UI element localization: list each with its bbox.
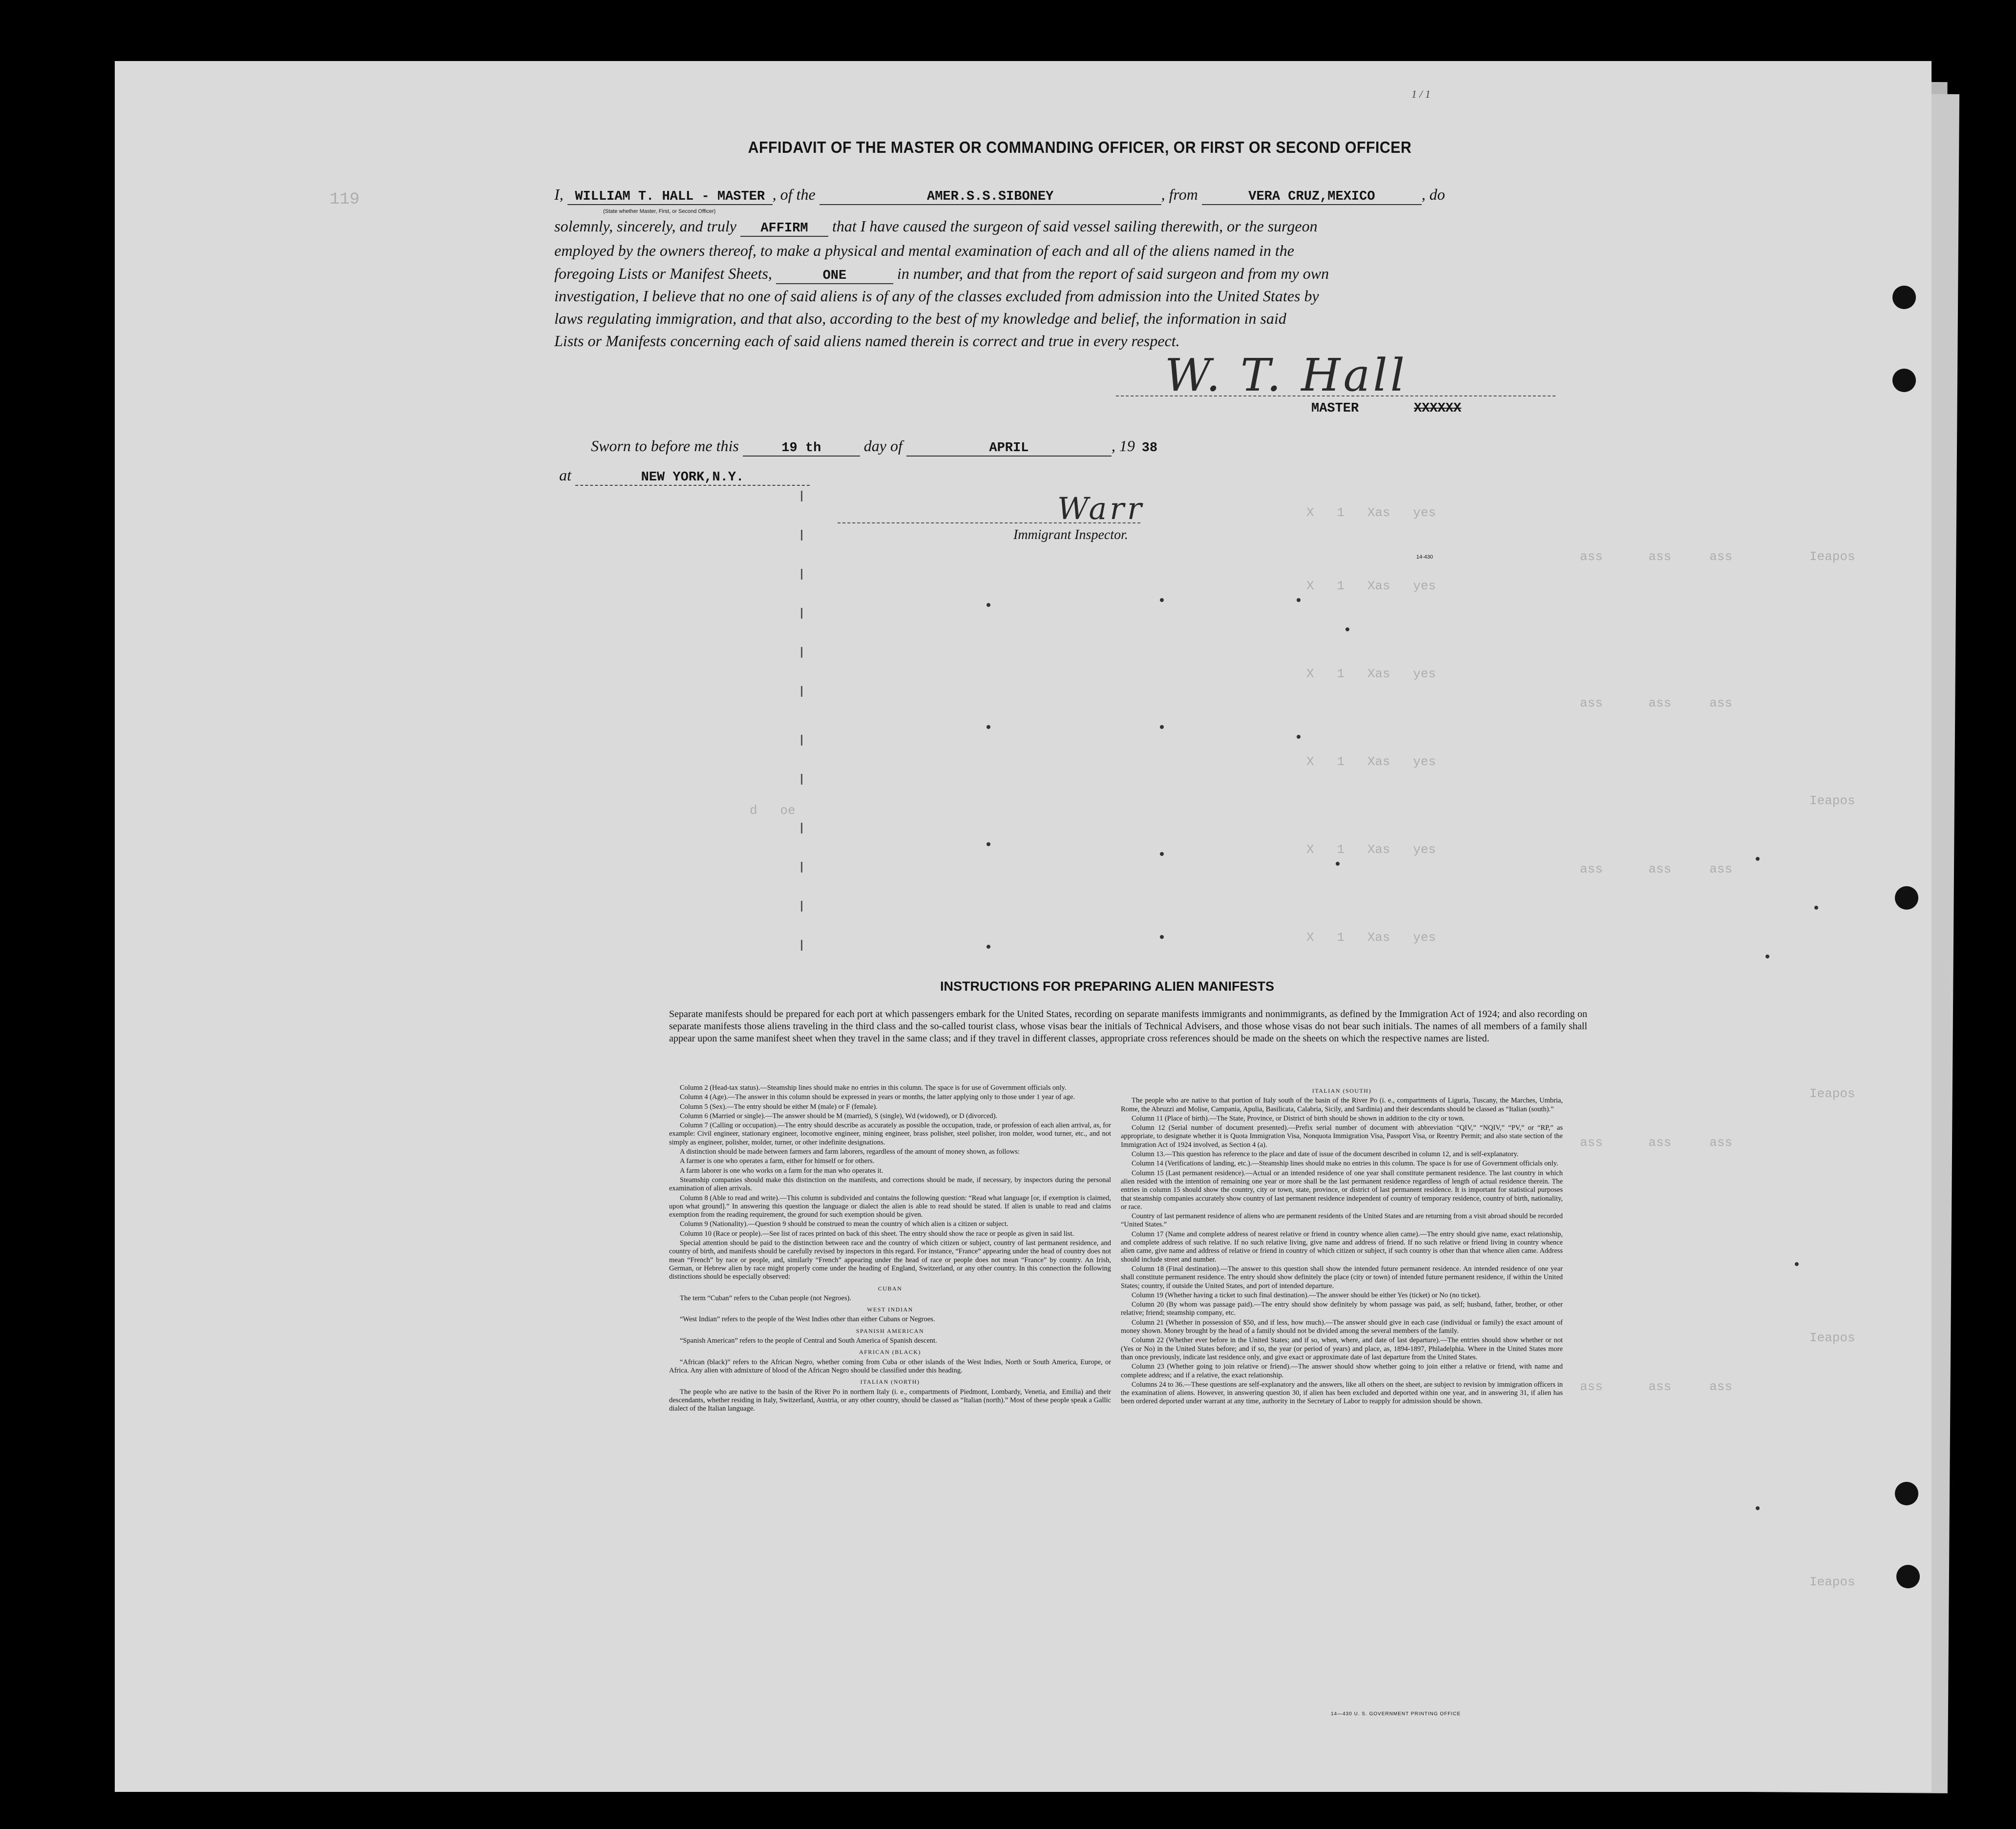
ink-dot bbox=[1765, 955, 1769, 958]
instructions-intro: Separate manifests should be prepared for each port at which passengers embark for the United States, recording on separate manifests immigrants and nonimmigrants, as defined by the Immigration Act of 1924; and also recording on separate manifests those aliens traveling in the third class and the so-called tourist class, whose visas bear the initials of Technical Advisers, and those whose visas do not bear such initials. The names of all members of a family shall appear upon the same manifest sheet when they travel in the same class; and if they travel in different classes, appropriate cross references should be made on the sheets on which the respective names are listed. bbox=[669, 1009, 1587, 1044]
instruction-paragraph: The people who are native to that portion of Italy south of the basin of the River Po (i. e., compartments of Liguria, Tuscany, the Marches, Umbria, Rome, the Abruzzi and Molise, Campania, Apulia, Basilicata, Calabria, Sicily, and Sardinia) and their descendants should be classed as “Italian (south).” bbox=[1121, 1097, 1563, 1113]
instruction-paragraph: Column 5 (Sex).—The entry should be either M (male) or F (female). bbox=[680, 1102, 878, 1111]
form-number: 14-430 bbox=[1416, 554, 1433, 560]
sworn-year-field: 38 bbox=[1141, 441, 1158, 456]
officer-name-field: WILLIAM T. HALL - MASTER bbox=[567, 189, 773, 205]
affidavit-line-6: laws regulating immigration, and that also, according to the best of my knowledge and belief, the information in said bbox=[554, 310, 1286, 327]
bleed-through: Ieapos bbox=[1809, 1575, 1855, 1589]
instruction-paragraph: Column 15 (Last permanent residence).—Actual or an intended residence of one year shall constitute permanent residence. The last country in which alien resided with the intention of remaining one year or more shall be the last permanent residence regardless of length of actual residence therein. The entries in column 15 should show the country, city or town, state, province, or district of last permanent residence. It is important for statistical purposes that steamship companies accurately show country of last permanent residence independent of country of temporary residence, country of birth, nationality, or race. bbox=[1121, 1169, 1563, 1211]
ditto-mark bbox=[801, 862, 802, 873]
instruction-paragraph: Column 7 (Calling or occupation).—The entry should describe as accurately as possible the occupation, trade, or profession of each alien arrival, as, for example: Civil engineer, stationary engineer, locomotive engineer, mining engineer, brass polisher, steel polisher, iron molder, wood turner, etc., and not simply as engineer, polisher, molder, turner, or other indefinite designations. bbox=[669, 1122, 1111, 1146]
instruction-paragraph: Column 20 (By whom was passage paid).—The entry should show definitely by whom passage was paid, as self; husband, father, brother, or other relative; friend; steamship company, etc. bbox=[1121, 1301, 1563, 1317]
definition-text: The term “Cuban” refers to the Cuban people (not Negroes). bbox=[680, 1294, 852, 1302]
instruction-paragraph: Column 17 (Name and complete address of nearest relative or friend in country whence alien came).—The entry should give name, exact relationship, and complete address of such relative. If no such relative living, give name and address of friend. If no such relative or friend living in country whence alien came, give name and address of relative or friend in country of which citizen or subject, if such country is other than that whence alien came. Address should include street and number. bbox=[1121, 1230, 1563, 1264]
oath-type-field: AFFIRM bbox=[740, 221, 828, 237]
instruction-paragraph: Column 4 (Age).—The answer in this column should be expressed in years or months, the latter applying only to those under 1 year of age. bbox=[680, 1093, 1075, 1102]
instructions-left-column bbox=[669, 1084, 1111, 1414]
affidavit-title: AFFIDAVIT OF THE MASTER OR COMMANDING OFFICER, OR FIRST OR SECOND OFFICER bbox=[748, 138, 1412, 156]
bleed-through: ass ass ass bbox=[1580, 1379, 1733, 1394]
sheet-count-field: ONE bbox=[776, 269, 893, 284]
affidavit-line-4: foregoing Lists or Manifest Sheets, ONE in number, and that from the report of said surgeon and from my own bbox=[554, 265, 1329, 283]
ditto-mark bbox=[801, 608, 802, 619]
instruction-paragraph: Column 19 (Whether having a ticket to such final destination).—The answer should be either Yes (ticket) or No (no ticket). bbox=[1132, 1291, 1481, 1299]
instruction-paragraph: A farm laborer is one who works on a farm for the man who operates it. bbox=[680, 1166, 883, 1175]
bleed-through: Ieapos bbox=[1809, 1330, 1855, 1345]
bleed-through: X 1 Xas yes bbox=[1306, 666, 1436, 681]
affidavit-line-7: Lists or Manifests concerning each of said aliens named therein is correct and true in every respect. bbox=[554, 332, 1180, 350]
instructions-footer: 14—430 U. S. GOVERNMENT PRINTING OFFICE bbox=[1331, 1711, 1461, 1717]
instruction-paragraph: Column 23 (Whether going to join relative or friend).—The answer should show whether going to join either a relative or friend, with name and complete address; and if a relative, the exact relationship. bbox=[1121, 1363, 1563, 1379]
ink-dot bbox=[1795, 1262, 1799, 1266]
instruction-paragraph: Column 11 (Place of birth).—The State, Province, or District of birth should be shown in addition to the city or town. bbox=[1132, 1114, 1465, 1122]
instructions-right-column bbox=[1121, 1084, 1563, 1407]
ink-dot bbox=[987, 725, 990, 729]
definition-heading: ITALIAN (NORTH) bbox=[860, 1378, 920, 1386]
ink-dot bbox=[987, 842, 990, 846]
instruction-paragraph: Column 2 (Head-tax status).—Steamship lines should make no entries in this column. The space is for use of Government officials only. bbox=[680, 1084, 1067, 1092]
sworn-day-field: 19 th bbox=[743, 441, 860, 457]
sworn-place-line: at NEW YORK,N.Y. bbox=[559, 466, 810, 486]
bleed-through: Ieapos bbox=[1809, 1086, 1855, 1101]
officer-rank-note: (State whether Master, First, or Second Officer) bbox=[603, 208, 716, 214]
stray-mark: 1 / 1 bbox=[1411, 88, 1431, 100]
instruction-paragraph: Column 21 (Whether in possession of $50, and if less, how much).—The answer should give in each case (individual or family) the exact amount of money shown. Money brought by the head of a family should not be divided among the several members of the family. bbox=[1121, 1318, 1563, 1335]
sworn-month-field: APRIL bbox=[906, 441, 1112, 457]
inspector-signature: Warr bbox=[1057, 491, 1145, 526]
instruction-paragraph: Column 18 (Final destination).—The answer to this question shall show the intended future permanent residence. An intended residence of one year shall constitute permanent residence. The entry should show definitely the place (city or town) of intended future permanent residence, if within the United States; country, if outside the United States, and port of intended departure. bbox=[1121, 1265, 1563, 1290]
page-mark: 119 bbox=[330, 190, 360, 209]
ditto-mark bbox=[801, 686, 802, 697]
definition-text: “African (black)” refers to the African Negro, whether coming from Cuba or other islands of the West Indies, North or South America, Europe, or Africa. Any alien with admixture of blood of the African Negro should be classified under this heading. bbox=[669, 1358, 1111, 1374]
instruction-paragraph: Column 13.—This question has reference to the place and date of issue of the document described in column 12, and is self-explanatory. bbox=[1132, 1150, 1519, 1159]
definition-text: “West Indian” refers to the people of the West Indies other than either Cubans or Negroes. bbox=[680, 1315, 935, 1324]
binder-hole bbox=[1896, 1565, 1920, 1588]
affidavit-line-5: investigation, I believe that no one of said aliens is of any of the classes excluded from admission into the United States by bbox=[554, 287, 1319, 305]
instruction-paragraph: Column 12 (Serial number of document presented).—Prefix serial number of document with abbreviation “QIV,” “NQIV,” “PV,” or “RP,” as appropriate, to designate whether it is Quota Immigration Visa, Nonquota Immigration Visa, Passport Visa, or Reentry Permit; and also state section of the Immigration Act of 1924 involved, as Section 4 (a). bbox=[1121, 1124, 1563, 1149]
bleed-through: ass ass ass bbox=[1580, 696, 1733, 710]
departure-port-field: VERA CRUZ,MEXICO bbox=[1202, 189, 1422, 205]
ditto-mark bbox=[801, 647, 802, 658]
rank-label: MASTER bbox=[1311, 401, 1359, 416]
definition-heading: WEST INDIAN bbox=[867, 1306, 913, 1313]
ink-dot bbox=[1160, 935, 1164, 939]
instruction-paragraph: Special attention should be paid to the distinction between race and the country of which citizen or subject, country of last permanent residence, and country of birth, and manifests should be carefully revised by inspectors in this regard. For instance, “France” appearing under the head of country does not mean “French” by race or people, and, similarly “French” appearing under the head of race or people does not mean “France” by country. An Irish, German, or Hebrew alien by race might properly come under the heading of England, Switzerland, or any other country. In this connection the following distinctions should be especially observed: bbox=[669, 1239, 1111, 1281]
ink-dot bbox=[1160, 725, 1164, 729]
definition-text: “Spanish American” refers to the people of Central and South America of Spanish descent. bbox=[680, 1337, 937, 1345]
bleed-through: ass ass ass bbox=[1580, 862, 1733, 876]
bleed-through: X 1 Xas yes bbox=[1306, 579, 1436, 593]
affidavit-line-3: employed by the owners thereof, to make a physical and mental examination of each and all of the aliens named in the bbox=[554, 242, 1294, 259]
definition-heading: SPANISH AMERICAN bbox=[856, 1327, 924, 1334]
inspector-line bbox=[838, 522, 1140, 523]
bleed-through: ass ass ass bbox=[1580, 549, 1733, 564]
bleed-through: X 1 Xas yes bbox=[1306, 930, 1436, 945]
instruction-paragraph: Column 10 (Race or people).—See list of races printed on back of this sheet. The entry should show the race or people as given in said list. bbox=[680, 1229, 1074, 1238]
bleed-through: d oe bbox=[750, 803, 796, 818]
definition-heading: CUBAN bbox=[878, 1285, 903, 1292]
binder-hole bbox=[1895, 886, 1918, 910]
ditto-mark bbox=[801, 569, 802, 580]
ink-dot bbox=[1160, 598, 1164, 602]
manifest-page bbox=[115, 61, 1932, 1792]
ditto-mark bbox=[801, 530, 802, 540]
ink-dot bbox=[1345, 627, 1349, 631]
ink-dot bbox=[1336, 862, 1340, 866]
binder-hole bbox=[1892, 286, 1916, 309]
signature-line bbox=[1116, 395, 1555, 396]
ink-dot bbox=[1160, 852, 1164, 856]
bleed-through: X 1 Xas yes bbox=[1306, 505, 1436, 520]
ditto-mark bbox=[801, 735, 802, 746]
ink-dot bbox=[1756, 857, 1760, 861]
sworn-place-field: NEW YORK,N.Y. bbox=[575, 470, 810, 486]
instruction-paragraph: Column 22 (Whether ever before in the United States; and if so, when, where, and date of last departure).—The entries should show whether or not (Yes or No) in the United States before; and if so, the year (or period of years) and place, as, 1894-1897, Philadelphia. Where in the United States more than once previously, indicate last residence only, and give exact or approximate date of last departure from the United States. bbox=[1121, 1336, 1563, 1361]
instruction-paragraph: Column 14 (Verifications of landing, etc.).—Steamship lines should make no entries in this column. The space is for use of Government officials only. bbox=[1132, 1160, 1558, 1168]
definition-heading: AFRICAN (BLACK) bbox=[859, 1349, 921, 1356]
instruction-paragraph: A farmer is one who operates a farm, either for himself or for others. bbox=[680, 1157, 875, 1165]
ditto-mark bbox=[801, 823, 802, 833]
instructions-title: INSTRUCTIONS FOR PREPARING ALIEN MANIFESTS bbox=[940, 979, 1275, 994]
ditto-mark bbox=[801, 491, 802, 501]
binder-hole bbox=[1892, 369, 1916, 392]
instruction-paragraph: A distinction should be made between farmers and farm laborers, regardless of the amount of money shown, as follows: bbox=[680, 1148, 1020, 1156]
instruction-paragraph: Column 9 (Nationality).—Question 9 should be construed to mean the country of which alien is a citizen or subject. bbox=[680, 1220, 1008, 1228]
ink-dot bbox=[987, 945, 990, 949]
inspector-label: Immigrant Inspector. bbox=[1013, 527, 1128, 542]
rank-struck: XXXXXX bbox=[1414, 401, 1462, 416]
instruction-paragraph: Column 8 (Able to read and write).—This column is subdivided and contains the following question: “Read what language [or, if exemption is claimed, upon what ground].” In answering this question the language or dialect the alien is able to read should be stated. If alien is unable to read and claims exemption from the reading requirement, the ground for such exemption should be given. bbox=[669, 1194, 1111, 1219]
ink-dot bbox=[1756, 1506, 1760, 1510]
ditto-mark bbox=[801, 774, 802, 785]
vessel-field: AMER.S.S.SIBONEY bbox=[819, 189, 1161, 205]
instruction-paragraph: Steamship companies should make this distinction on the manifests, and corrections should be made, if necessary, by inspectors during the personal examination of alien arrivals. bbox=[669, 1176, 1111, 1193]
sworn-line: Sworn to before me this 19 th day of APRIL , 19 38 bbox=[591, 437, 1164, 457]
definition-text: The people who are native to the basin of the River Po in northern Italy (i. e., compartments of Piedmont, Lombardy, Venetia, and Emilia) and their descendants, whether residing in Italy, Switzerland, Austria, or any other country, should be classed as “Italian (north).” Most of these people speak a Gallic dialect of the Italian language. bbox=[669, 1388, 1111, 1413]
bleed-through: ass ass ass bbox=[1580, 1135, 1733, 1150]
bleed-through: X 1 Xas yes bbox=[1306, 842, 1436, 857]
instruction-paragraph: Column 6 (Married or single).—The answer should be M (married), S (single), Wd (widowed), or D (divorced). bbox=[680, 1112, 998, 1120]
ditto-mark bbox=[801, 901, 802, 912]
ink-dot bbox=[1297, 598, 1301, 602]
instruction-paragraph: Columns 24 to 36.—These questions are self-explanatory and the answers, like all others on the sheet, are subject to revision by immigration officers in the examination of aliens. However, in answering question 30, if alien has been excluded and deported within one year, and in answering 31, if alien has been ordered deported under warrant at any time, authority in the Secretary of Labor to reapply for admission should be shown. bbox=[1121, 1380, 1563, 1406]
definition-heading: ITALIAN (SOUTH) bbox=[1312, 1087, 1372, 1094]
bleed-through: X 1 Xas yes bbox=[1306, 754, 1436, 769]
ditto-mark bbox=[801, 940, 802, 951]
bleed-through: Ieapos bbox=[1809, 549, 1855, 564]
ink-dot bbox=[987, 603, 990, 607]
ink-dot bbox=[1297, 735, 1301, 739]
affidavit-line-1: I, WILLIAM T. HALL - MASTER , of the AMER.S.S.SIBONEY , from VERA CRUZ,MEXICO , do bbox=[554, 186, 1445, 204]
affidavit-line-2: solemnly, sincerely, and truly AFFIRM that I have caused the surgeon of said vessel sailing therewith, or the surgeon bbox=[554, 217, 1318, 236]
binder-hole bbox=[1895, 1482, 1918, 1505]
ink-dot bbox=[1814, 906, 1818, 910]
bleed-through: Ieapos bbox=[1809, 793, 1855, 808]
master-signature: W. T. Hall bbox=[1165, 349, 1408, 401]
instruction-paragraph: Country of last permanent residence of aliens who are permanent residents of the United States and are returning from a visit abroad should be recorded “United States.” bbox=[1121, 1212, 1563, 1229]
